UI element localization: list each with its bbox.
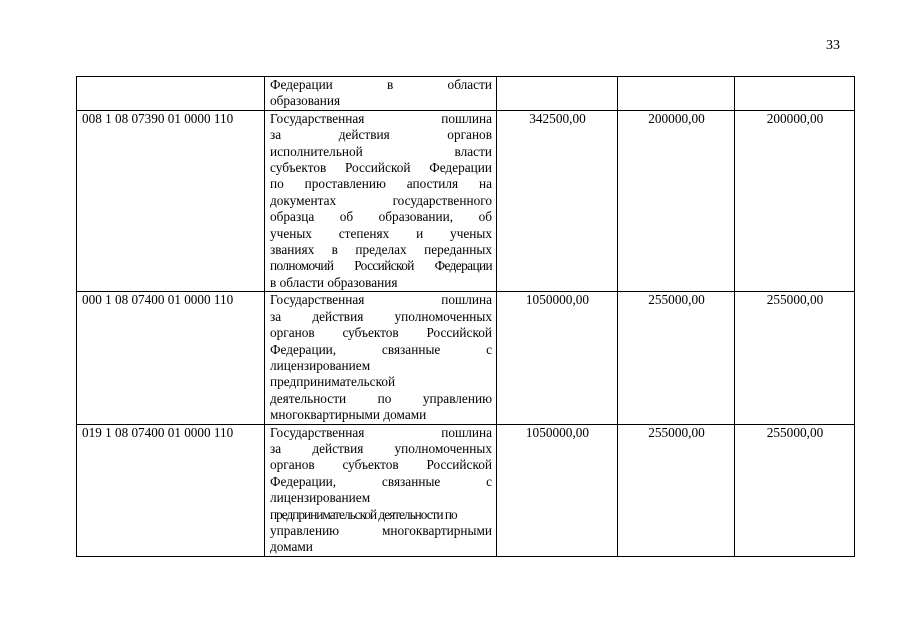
name-line: за действия уполномоченных [270, 440, 492, 456]
page-number: 33 [826, 38, 840, 53]
name-line: образования [270, 93, 341, 109]
revenue-name-cell [265, 424, 497, 556]
name-line: лицензированием [270, 357, 371, 373]
amount-year3-cell: 255000,00 [735, 424, 855, 556]
name-line: органов субъектов Российской [270, 457, 492, 473]
name-line: по проставлению апостиля на [270, 176, 492, 192]
name-line: домами [270, 539, 313, 555]
amount-year2-cell: 200000,00 [618, 110, 735, 291]
revenue-code-cell: 000 1 08 07400 01 0000 110 [77, 292, 265, 424]
name-line: документах государственного [270, 192, 492, 208]
name-line: многоквартирными домами [270, 407, 427, 423]
name-line: субъектов Российской Федерации [270, 160, 492, 176]
name-line: за действия органов [270, 127, 492, 143]
table-row [77, 292, 855, 424]
name-line: Государственная пошлина [270, 292, 492, 308]
name-line: Государственная пошлина [270, 110, 492, 126]
amount-year2-cell: 255000,00 [618, 292, 735, 424]
table-row [77, 110, 855, 291]
name-line: Федерации, связанные с [270, 341, 492, 357]
name-line: ученых степенях и ученых [270, 225, 492, 241]
name-line: Федерации, связанные с [270, 473, 492, 489]
amount-year3-cell: 255000,00 [735, 292, 855, 424]
name-line: предпринимательской [270, 374, 396, 390]
name-line: образца об образовании, об [270, 209, 492, 225]
name-line: деятельности по управлению [270, 390, 492, 406]
name-line: Федерации в области [270, 77, 492, 92]
table-row [77, 77, 855, 111]
amount-year2-cell: 255000,00 [618, 424, 735, 556]
name-line: лицензированием [270, 490, 371, 506]
revenue-name-cell [265, 110, 497, 291]
amount-year1-cell: 342500,00 [497, 110, 618, 291]
name-line: за действия уполномоченных [270, 308, 492, 324]
name-line: званиях в пределах переданных [270, 242, 492, 258]
amount-year1-cell [497, 77, 618, 111]
amount-year1-cell: 1050000,00 [497, 292, 618, 424]
name-line: управлению многоквартирными [270, 522, 492, 538]
name-line: органов субъектов Российской [270, 325, 492, 341]
name-line: Государственная пошлина [270, 424, 492, 440]
revenue-table [76, 76, 855, 557]
name-line: полномочий Российской Федерации [270, 258, 492, 274]
revenue-code-cell: 019 1 08 07400 01 0000 110 [77, 424, 265, 556]
table-row [77, 424, 855, 556]
name-line: в области образования [270, 274, 398, 290]
revenue-name-cell [265, 292, 497, 424]
name-line: исполнительной власти [270, 143, 492, 159]
amount-year1-cell: 1050000,00 [497, 424, 618, 556]
amount-year2-cell [618, 77, 735, 111]
name-line: предпринимательской деятельности по [270, 506, 457, 522]
revenue-name-cell [265, 77, 497, 111]
amount-year3-cell: 200000,00 [735, 110, 855, 291]
revenue-code-cell [77, 77, 265, 111]
revenue-code-cell: 008 1 08 07390 01 0000 110 [77, 110, 265, 291]
amount-year3-cell [735, 77, 855, 111]
